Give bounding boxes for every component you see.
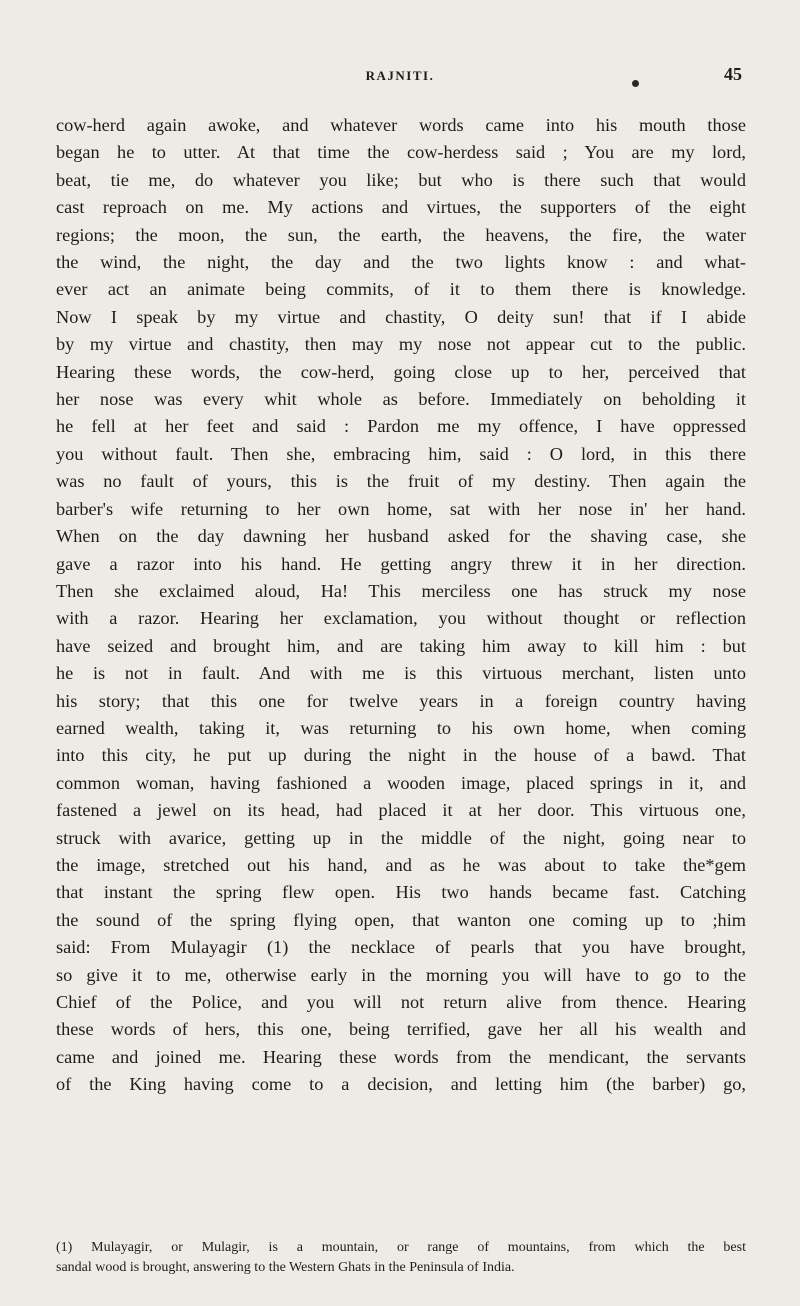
text-line: barber's wife returning to her own home, sat with her nose in' her hand.	[56, 498, 746, 519]
text-line: her nose was every whit whole as before. Immediately on beholding it	[56, 389, 746, 410]
text-line: of the King having come to a decision, and letting him (the barber) go,	[56, 1074, 746, 1095]
text-line: he is not in fault. And with me is this virtuous merchant, listen unto	[56, 663, 746, 684]
text-line: cow-herd again awoke, and whatever words came into his mouth those	[56, 115, 746, 135]
text-line: so give it to me, otherwise early in the morning you will have to go to the	[56, 964, 746, 985]
text-line: the image, stretched out his hand, and as he was about to take the*gem	[56, 854, 746, 875]
text-line: you without fault. Then she, embracing him, said : O lord, in this there	[56, 443, 746, 464]
text-line: by my virtue and chastity, then may my nose not appear cut to the public.	[56, 334, 746, 355]
text-line: regions; the moon, the sun, the earth, the heavens, the fire, the water	[56, 224, 746, 245]
text-line: struck with avarice, getting up in the middle of the night, going near to	[56, 827, 746, 848]
text-line: have seized and brought him, and are taking him away to kill him : but	[56, 635, 746, 656]
text-line: Chief of the Police, and you will not return alive from thence. Hearing	[56, 992, 746, 1012]
footnote-line: (1) Mulayagir, or Mulagir, is a mountain, or range of mountains, from which the best	[56, 1240, 746, 1255]
footnote	[56, 1238, 746, 1278]
text-line: came and joined me. Hearing these words from the mendicant, the servants	[56, 1046, 746, 1067]
text-line: began he to utter. At that time the cow-herdess said ; You are my lord,	[56, 142, 746, 163]
text-line: Hearing these words, the cow-herd, going close up to her, perceived that	[56, 361, 746, 382]
text-line: common woman, having fashioned a wooden image, placed springs in it, and	[56, 772, 746, 793]
text-line: into this city, he put up during the night in the house of a bawd. That	[56, 745, 746, 766]
text-line: Then she exclaimed aloud, Ha! This merciless one has struck my nose	[56, 580, 746, 601]
text-line: with a razor. Hearing her exclamation, you without thought or reflection	[56, 608, 746, 629]
text-line: he fell at her feet and said : Pardon me my offence, I have oppressed	[56, 416, 746, 437]
text-line: fastened a jewel on its head, had placed it at her door. This virtuous one,	[56, 800, 746, 821]
text-line: the sound of the spring flying open, that wanton one coming up to ;him	[56, 909, 746, 930]
text-line: that instant the spring flew open. His two hands became fast. Catching	[56, 882, 746, 903]
text-line: said: From Mulayagir (1) the necklace of pearls that you have brought,	[56, 937, 746, 958]
text-line: his story; that this one for twelve years in a foreign country having	[56, 690, 746, 711]
text-line: gave a razor into his hand. He getting angry threw it in her direction.	[56, 553, 746, 574]
text-line: beat, tie me, do whatever you like; but who is there such that would	[56, 169, 746, 190]
body-text	[56, 112, 746, 1099]
text-line: the wind, the night, the day and the two lights know : and what-	[56, 252, 746, 273]
running-title: RAJNITI.	[365, 68, 435, 83]
text-line: When on the day dawning her husband asked for the shaving case, she	[56, 526, 746, 547]
text-line: these words of hers, this one, being terrified, gave her all his wealth and	[56, 1019, 746, 1040]
page-number: 45	[724, 64, 742, 84]
footnote-line: sandal wood is brought, answering to the Western Ghats in the Peninsula of India.	[56, 1260, 515, 1275]
text-line: Now I speak by my virtue and chastity, O deity sun! that if I abide	[56, 306, 746, 327]
text-line: earned wealth, taking it, was returning to his own home, when coming	[56, 717, 746, 738]
text-line: was no fault of yours, this is the fruit of my destiny. Then again the	[56, 471, 746, 492]
running-head	[0, 62, 800, 92]
text-line: cast reproach on me. My actions and virtues, the supporters of the eight	[56, 197, 746, 218]
text-line: ever act an animate being commits, of it to them there is knowledge.	[56, 279, 746, 300]
